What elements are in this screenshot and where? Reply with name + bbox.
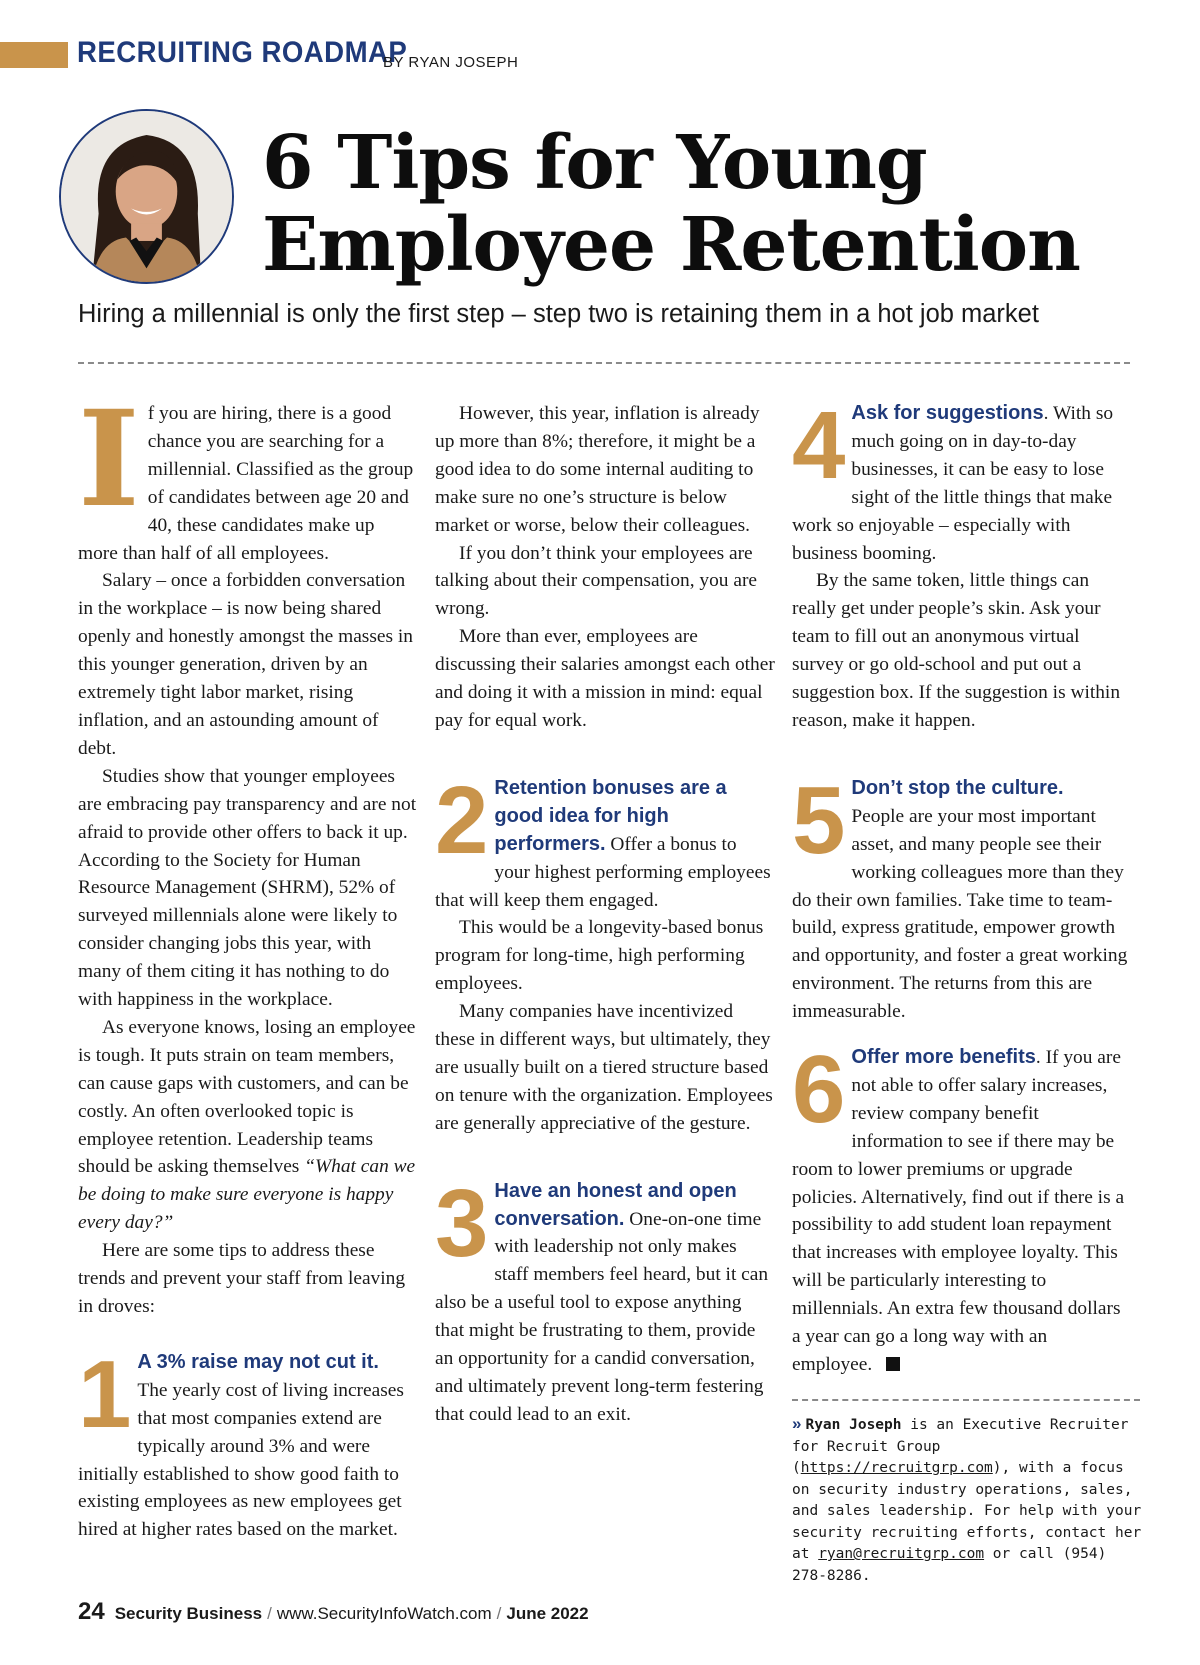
paragraph: Many companies have incentivized these in different ways, but ultimately, they are usually built on a tiered structure based on tenure with the organization. Employees are generally appreciative of the gesture. [435,1001,773,1134]
publication-name: Security Business [114,1604,263,1623]
byline: BY RYAN JOSEPH [383,54,519,71]
paragraph: However, this year, inflation is already up more than 8%; therefore, it might be a good idea to do some internal auditing to make sure no one’s structure is below market or worse, below their colleagues. [435,403,760,536]
page-number: 24 [78,1598,105,1625]
bio-divider [792,1399,1140,1401]
tip-heading: Ask for suggestions [851,402,1044,424]
column-3 [792,392,1132,1379]
chevron-icon: » [792,1414,802,1433]
title-line-1: 6 Tips for Young [262,120,927,206]
tip-2: 2 Retention bonuses are a good idea for high performers. Offer a bonus to your highest performing employees that will keep them engaged. This would be a longevity-based bonus program for long-time, high performing employees. Many companies have incentivized these in different ways, but ultimately, they are usually built on a tiered structure based on tenure with the organization. Employees are generally appreciative of the gesture. [435,775,775,1138]
divider [78,362,1130,364]
pull-question: “What can we be doing to make sure everyone is happy every day?” [78,1156,416,1234]
tip-number: 6 [792,1036,846,1144]
paragraph: By the same token, little things can really get under people’s skin. Ask your team to fill out an anonymous virtual survey or go old-school and put out a suggestion box. If the suggestion is within reason, make it happen. [792,570,1121,731]
author-photo [59,109,234,284]
tip-1: 1 A 3% raise may not cut it. The yearly cost of living increases that most companies extend are typically around 3% and were initially established to show good faith to existing employees as new employees get hired at higher rates based on the market. [78,1340,404,1541]
bio-website-link[interactable]: https://recruitgrp.com [800,1460,993,1476]
tip-heading: Have an honest and open conversation. [494,1179,737,1230]
article-deck: Hiring a millennial is only the first step – step two is retaining them in a hot job market [78,300,1039,328]
section-tag: RECRUITING ROADMAP [77,36,408,69]
bio-email-link[interactable]: ryan@recruitgrp.com [818,1546,985,1562]
article-title [262,122,1080,286]
end-mark-icon [886,1357,900,1371]
drop-cap: I [78,382,140,537]
paragraph: Here are some tips to address these trends and prevent your staff from leaving in droves: [78,1240,406,1317]
column-2 [435,400,775,1429]
paragraph: This would be a longevity-based bonus program for long-time, high performing employees. [435,917,764,995]
tip-heading: Offer more benefits [851,1046,1036,1069]
bio-name: Ryan Joseph [805,1417,902,1433]
paragraph: If you don’t think your employees are talking about their compensation, you are wrong. [435,542,758,620]
tip-number: 5 [792,766,846,874]
paragraph: As everyone knows, losing an employee is tough. It puts strain on team members, can cause gaps with customers, and can be costly. An often overlooked topic is employee retention. Leadership teams should be asking themselves “What can we be doing to make sure everyone is happy every day?” [78,1016,416,1234]
title-line-2: Employee Retention [262,202,1080,288]
tip-heading: Don’t stop the culture. [851,776,1064,799]
section-tag-bar [0,42,68,68]
author-bio: » Ryan Joseph is an Executive Recruiter for Recruit Group (https://recruitgrp.com), with a focus on security industry operations, sales, and sales leadership. For help with your security recruiting efforts, contact her at ryan@recruitgrp.com or call (954) 278-8286. [792,1414,1142,1584]
page-footer: 24 Security Business / www.SecurityInfoWatch.com / June 2022 [78,1598,589,1625]
tip-3: 3 Have an honest and open conversation. One-on-one time with leadership not only makes staff members feel heard, but it can also be a useful tool to expose anything that might be frustrating to them, provide an opportunity for a candid conversation, and ultimately prevent long-term festering that could lead to an exit. [435,1169,769,1425]
column-1 [78,382,418,1544]
intro-paragraph: If you are hiring, there is a good chance you are searching for a millennial. Classified as the group of candidates between age 20 and 40, these candidates make up more than half of all employees. [78,382,414,564]
tip-number: 1 [78,1340,132,1448]
tip-5: 5 Don’t stop the culture. People are your most important asset, and many people see their working colleagues more than they do their own families. Take time to team-build, express gratitude, empower growth and opportunity, and foster a great working environment. The returns from this are immeasurable. [792,766,1128,1023]
tip-number: 4 [792,392,846,499]
tip-4: 4 Ask for suggestions. With so much going on in day-to-day businesses, it can be easy to lose sight of the little things that make work so enjoyable – especially with business booming. By the same token, little things can really get under people’s skin. Ask your team to fill out an anonymous virtual survey or go old-school and put out a suggestion box. If the suggestion is within reason, make it happen. [792,400,1132,735]
paragraph: Studies show that younger employees are embracing pay transparency and are not afraid to provide other offers to back it up. According to the Society for Human Resource Management (SHRM), 52% of surveyed millennials alone were likely to consider changing jobs this year, with many of them citing it has nothing to do with happiness in the workplace. [78,765,417,1011]
website: www.SecurityInfoWatch.com [276,1604,492,1623]
tip-heading: Retention bonuses are a good idea for high performers. [494,776,727,855]
tip-number: 2 [435,766,489,874]
issue-date: June 2022 [506,1604,589,1623]
paragraph: Salary – once a forbidden conversation in the workplace – is now being shared openly and honestly amongst the masses in this younger generation, driven by an extremely tight labor market, rising inflation, and an astounding amount of debt. [78,570,413,759]
paragraph: More than ever, employees are discussing their salaries amongst each other and doing it with a mission in mind: equal pay for equal work. [435,626,775,731]
tip-6: 6 Offer more benefits. If you are not able to offer salary increases, review company benefit information to see if there may be room to lower premiums or upgrade policies. Alternatively, find out if there is a possibility to add student loan repayment that increases with employee loyalty. This will be particularly interesting to millennials. An extra few thousand dollars a year can go a long way with an employee. [792,1036,1125,1375]
tip-number: 3 [435,1169,489,1277]
tip-heading: A 3% raise may not cut it. [137,1350,379,1373]
